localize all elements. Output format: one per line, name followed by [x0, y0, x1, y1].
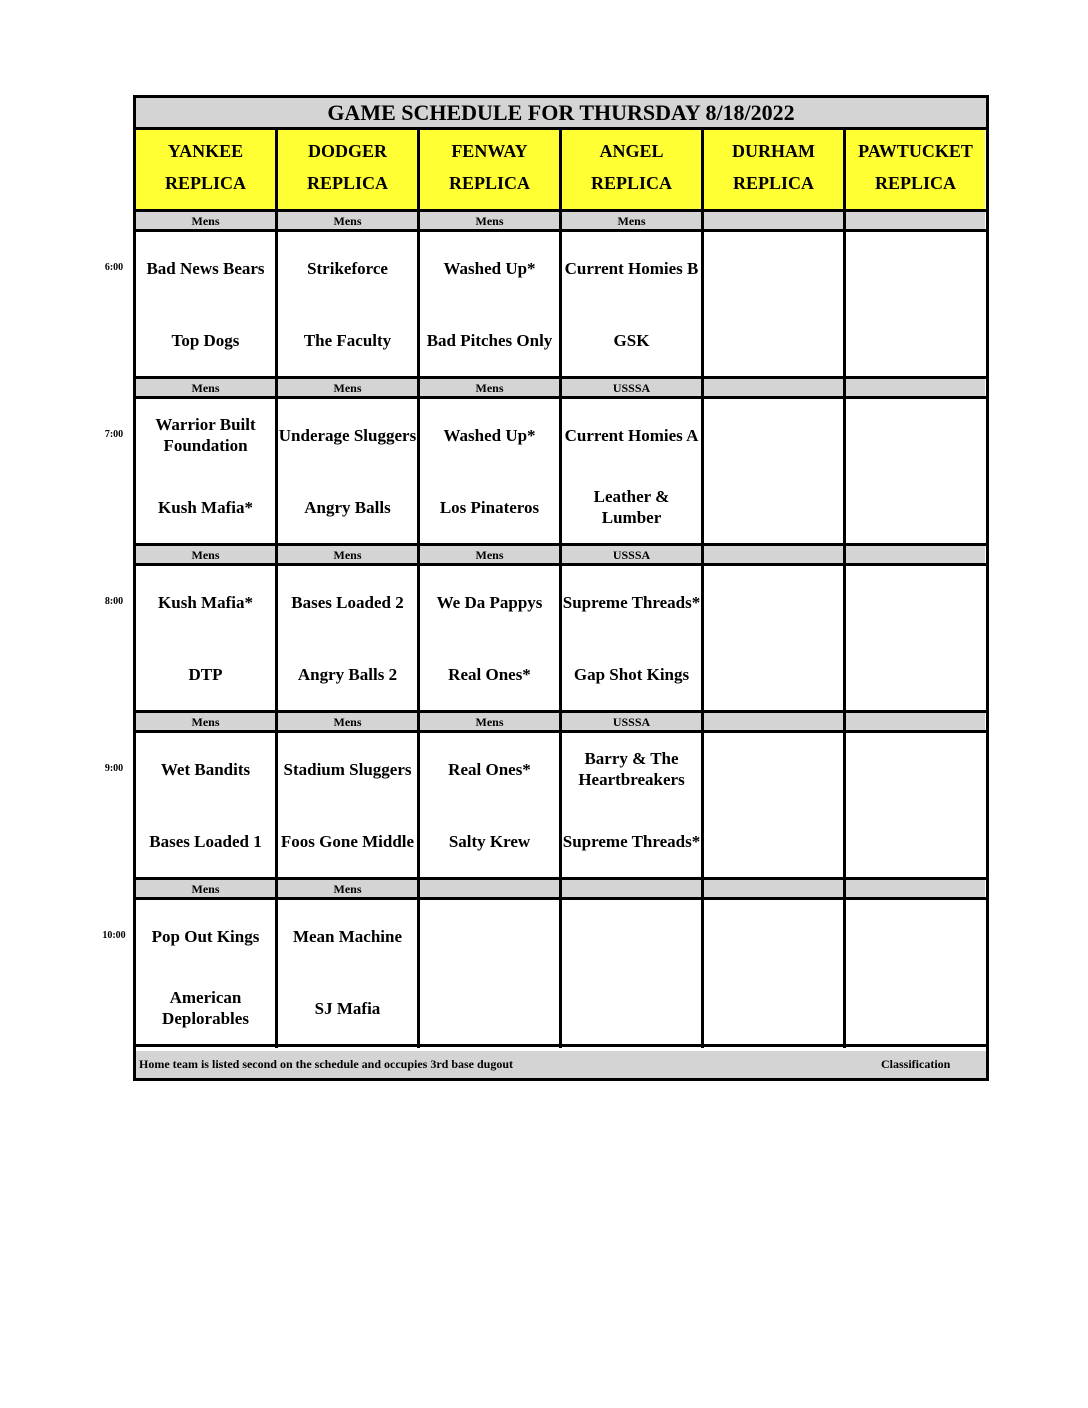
- field-name: PAWTUCKET: [858, 141, 973, 161]
- field-header-dodger: [278, 130, 417, 212]
- classification-cell: USSSA: [562, 713, 701, 730]
- time-label: 7:00: [104, 429, 124, 440]
- classification-cell: Mens: [136, 379, 275, 396]
- home-team: Top Dogs: [171, 330, 240, 350]
- classification-cell: USSSA: [562, 546, 701, 563]
- classification-cell: Mens: [278, 713, 417, 730]
- time-label: 10:00: [102, 930, 126, 941]
- home-team: Supreme Threads*: [562, 831, 701, 851]
- classification-cell: Mens: [420, 212, 559, 229]
- time-label: 9:00: [104, 763, 124, 774]
- home-team-note: Home team is listed second on the schedule and occupies 3rd base dugout: [139, 1057, 514, 1071]
- grid-line: [559, 127, 562, 1048]
- away-team: Mean Machine: [292, 926, 403, 946]
- time-label: 8:00: [104, 596, 124, 607]
- field-subtitle: REPLICA: [732, 173, 814, 193]
- home-team: Leather & Lumber: [593, 487, 670, 527]
- classification-cell: Mens: [136, 713, 275, 730]
- field-header-yankee: [136, 130, 275, 212]
- away-team: We Da Pappys: [436, 592, 543, 612]
- classification-cell: [846, 212, 985, 229]
- classification-cell: [704, 212, 843, 229]
- away-team: Pop Out Kings: [151, 926, 260, 946]
- classification-cell: [846, 546, 985, 563]
- field-header-durham: [704, 130, 843, 212]
- home-team: Angry Balls 2: [297, 664, 398, 684]
- classification-cell: [704, 546, 843, 563]
- grid-line: [701, 127, 704, 1048]
- away-team: Supreme Threads*: [562, 592, 701, 612]
- classification-label: Classification: [881, 1057, 951, 1071]
- footer-note-bar: [136, 1051, 986, 1078]
- classification-cell: [704, 880, 843, 897]
- grid-line: [417, 127, 420, 1048]
- home-team: Los Pinateros: [439, 497, 540, 517]
- classification-cell: [846, 379, 985, 396]
- away-team: Barry & The Heartbreakers: [578, 749, 685, 789]
- classification-cell: [846, 880, 985, 897]
- time-label: 6:00: [104, 262, 124, 273]
- grid-line: [275, 127, 278, 1048]
- away-team: Stadium Sluggers: [283, 759, 412, 779]
- schedule-table: [133, 95, 989, 1081]
- classification-cell: Mens: [420, 379, 559, 396]
- field-header-angel: [562, 130, 701, 212]
- classification-cell: Mens: [136, 212, 275, 229]
- field-name: DURHAM: [732, 141, 815, 161]
- home-team: Bad Pitches Only: [426, 330, 553, 350]
- away-team: Washed Up*: [443, 258, 536, 278]
- field-header-pawtucket: [846, 130, 985, 212]
- home-team: Kush Mafia*: [158, 497, 253, 517]
- field-subtitle: REPLICA: [874, 173, 956, 193]
- field-name: FENWAY: [451, 141, 528, 161]
- classification-cell: Mens: [136, 880, 275, 897]
- field-name: YANKEE: [167, 141, 244, 161]
- home-team: SJ Mafia: [314, 998, 381, 1018]
- classification-cell: Mens: [278, 546, 417, 563]
- away-team: Washed Up*: [443, 425, 536, 445]
- away-team: Current Homies A: [564, 425, 699, 445]
- classification-cell: Mens: [278, 212, 417, 229]
- home-team: Gap Shot Kings: [573, 664, 690, 684]
- home-team: Real Ones*: [448, 664, 531, 684]
- away-team: Real Ones*: [448, 759, 531, 779]
- away-team: Kush Mafia*: [158, 592, 253, 612]
- away-team: Warrior Built Foundation: [155, 415, 256, 455]
- field-subtitle: REPLICA: [306, 173, 388, 193]
- home-team: Salty Krew: [448, 831, 531, 851]
- away-team: Bases Loaded 2: [291, 592, 404, 612]
- classification-cell: Mens: [420, 546, 559, 563]
- home-team: American Deplorables: [162, 988, 249, 1028]
- field-header-fenway: [420, 130, 559, 212]
- home-team: Bases Loaded 1: [149, 831, 262, 851]
- classification-cell: USSSA: [562, 379, 701, 396]
- classification-cell: [420, 880, 559, 897]
- classification-cell: Mens: [136, 546, 275, 563]
- classification-cell: [704, 713, 843, 730]
- field-name: ANGEL: [599, 141, 664, 161]
- classification-cell: Mens: [562, 212, 701, 229]
- away-team: Current Homies B: [564, 258, 699, 278]
- field-subtitle: REPLICA: [164, 173, 246, 193]
- field-subtitle: REPLICA: [448, 173, 530, 193]
- classification-cell: [704, 379, 843, 396]
- away-team: Strikeforce: [307, 258, 388, 278]
- classification-cell: Mens: [278, 880, 417, 897]
- home-team: Angry Balls: [304, 497, 391, 517]
- away-team: Bad News Bears: [146, 258, 265, 278]
- classification-cell: [562, 880, 701, 897]
- home-team: DTP: [188, 664, 223, 684]
- home-team: The Faculty: [303, 330, 392, 350]
- classification-cell: Mens: [278, 379, 417, 396]
- home-team: GSK: [613, 330, 650, 350]
- grid-line: [843, 127, 846, 1048]
- away-team: Wet Bandits: [160, 759, 251, 779]
- away-team: Underage Sluggers: [278, 425, 417, 445]
- classification-cell: Mens: [420, 713, 559, 730]
- home-team: Foos Gone Middle: [280, 831, 415, 851]
- schedule-title: GAME SCHEDULE FOR THURSDAY 8/18/2022: [136, 98, 986, 130]
- field-name: DODGER: [307, 141, 387, 161]
- field-subtitle: REPLICA: [590, 173, 672, 193]
- classification-cell: [846, 713, 985, 730]
